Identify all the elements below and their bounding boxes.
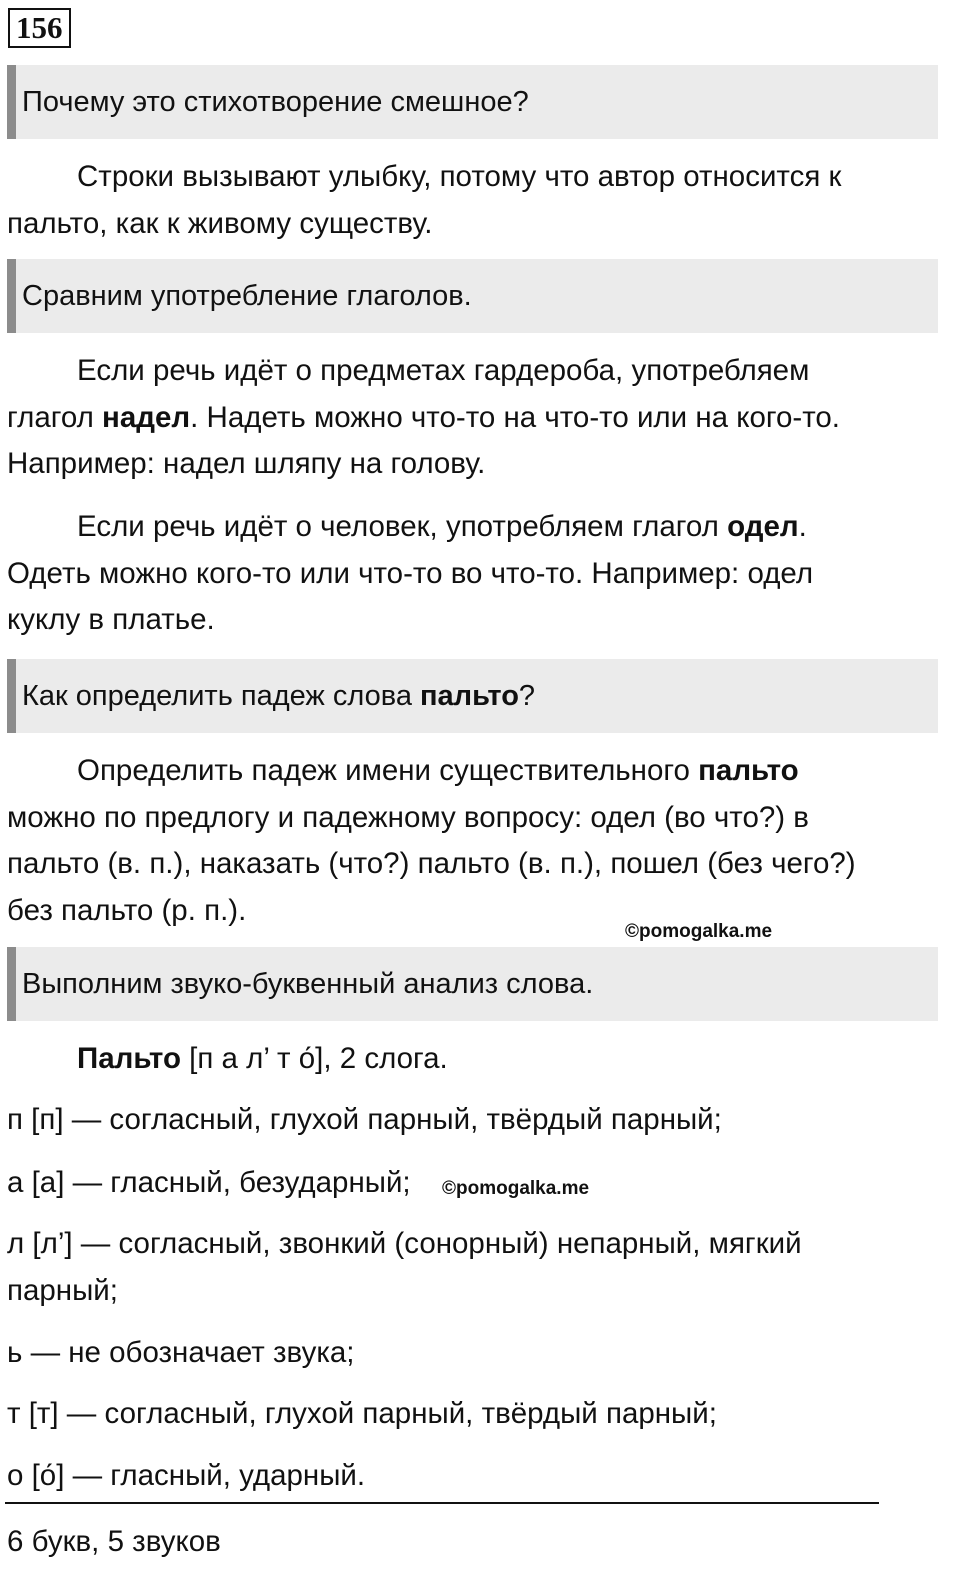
answer-paragraph-3 <box>7 504 877 644</box>
transcription: [п а л’ т о́], 2 слога. <box>180 1042 448 1075</box>
question-bar-4 <box>7 947 938 1021</box>
letter-line-3: л [л’] — согласный, звонкий (сонорный) непарный, мягкий парный; <box>7 1227 802 1307</box>
letter-line-1: п [п] — согласный, глухой парный, твёрдый парный; <box>7 1103 722 1136</box>
divider-line <box>5 1502 879 1504</box>
question-text <box>22 680 535 713</box>
analyzed-word: Пальто <box>77 1042 181 1075</box>
watermark: ©pomogalka.me <box>625 921 773 942</box>
text-segment: ? <box>518 679 536 712</box>
watermark: ©pomogalka.me <box>442 1178 590 1199</box>
question-bar-1 <box>7 65 938 139</box>
text-segment: Если речь идёт о человек, употребляем глагол <box>77 510 728 543</box>
answer-paragraph-4 <box>7 748 877 934</box>
bold-term: пальто <box>698 754 799 787</box>
question-text: Выполним звуко-буквенный анализ слова. <box>22 967 594 1000</box>
bold-term: одел <box>727 510 799 543</box>
letter-line-6: о [о́] — гласный, ударный. <box>7 1459 366 1492</box>
summary-line: 6 букв, 5 звуков <box>7 1525 221 1558</box>
bold-term: пальто <box>420 679 519 712</box>
text-segment: можно по предлогу и падежному вопросу: одел (во что?) в пальто (в. п.), наказать (что?) пальто (в. п.), пошел (без чего?) без пальто (р. п.). <box>7 800 856 927</box>
letter-line-5: т [т] — согласный, глухой парный, твёрдый парный; <box>7 1397 717 1430</box>
text-segment: . Одеть можно кого-то или что-то во что-то. Например: одел куклу в платье. <box>7 510 814 636</box>
question-bar-3 <box>7 659 938 733</box>
task-number: 156 <box>8 8 71 48</box>
letter-line-2: а [а] — гласный, безударный; <box>7 1166 411 1199</box>
text-segment: Как определить падеж слова <box>22 679 421 712</box>
text-segment: Если речь идёт о предметах гардероба, употребляем глагол <box>7 354 810 434</box>
question-text: Сравним употребление глаголов. <box>22 279 472 312</box>
text-segment: . Надеть можно что-то на что-то или на кого-то. Например: надел шляпу на голову. <box>7 400 840 480</box>
question-bar-2 <box>7 259 938 333</box>
letter-line-4: ь — не обозначает звука; <box>7 1336 355 1369</box>
answer-paragraph-1: Строки вызывают улыбку, потому что автор относится к пальто, как к живому существу. <box>7 160 842 240</box>
word-transcription <box>77 1036 448 1082</box>
answer-paragraph-2 <box>7 348 877 488</box>
text-segment: Определить падеж имени существительного <box>77 754 699 787</box>
bold-term: надел <box>102 400 191 434</box>
question-text: Почему это стихотворение смешное? <box>22 85 529 118</box>
